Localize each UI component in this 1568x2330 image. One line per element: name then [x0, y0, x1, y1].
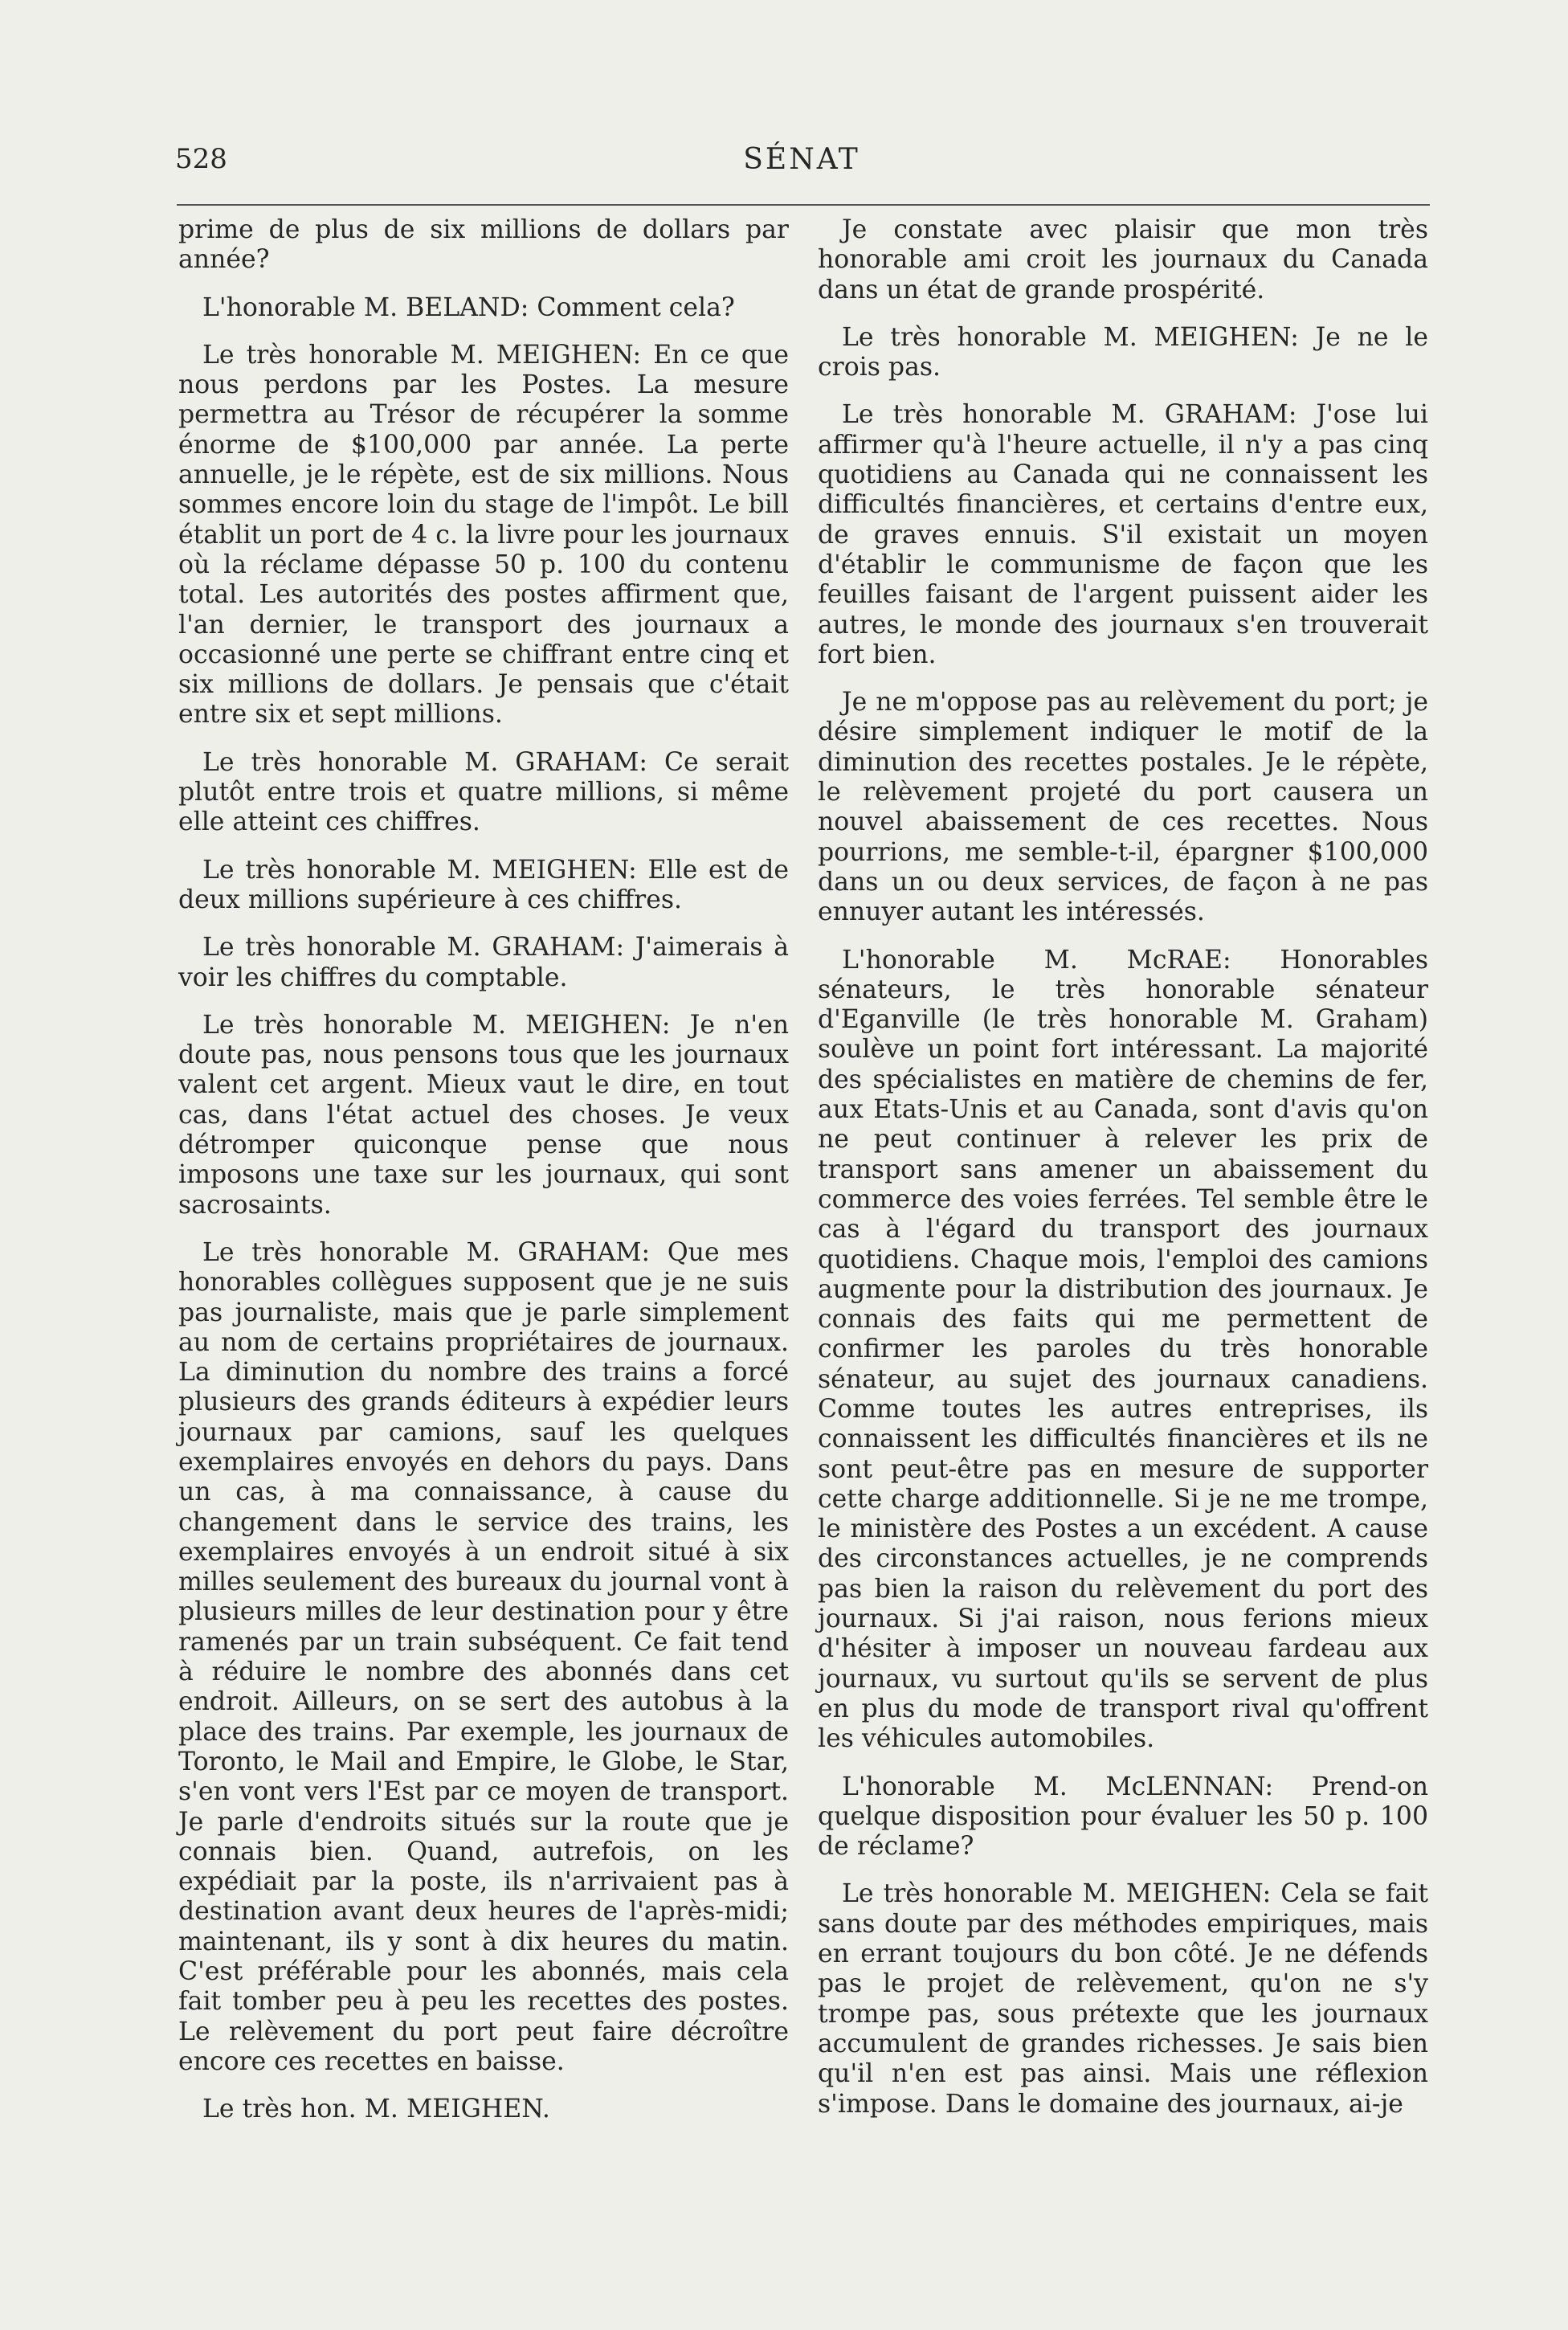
paragraph: L'honorable M. BELAND: Comment cela? — [202, 292, 735, 322]
paragraph: Le très hon. M. MEIGHEN. — [202, 2095, 550, 2124]
paragraph: Le très honorable M. GRAHAM: J'aimerais à voir les chiffres du comptable. — [178, 933, 789, 992]
paragraph: Le très honorable M. GRAHAM: Que mes honorables collègues supposent que je ne suis pas journaliste, mais que je parle simplement au nom de certains propriétaires de journaux. La diminution du nombre des trains a forcé plusieurs des grands éditeurs à expédier leurs journaux par camions, sauf les quelques exemplaires envoyés en dehors du pays. Dans un cas, à ma connaissance, à cause du changement dans le service des trains, les exemplaires envoyés à un endroit situé à six milles seulement des bureaux du journal vont à plusieurs milles de leur destination pour y être ramenés par un train subséquent. Ce fait tend à réduire le nombre des abonnés dans cet endroit. Ailleurs, on se sert des autobus à la place des trains. Par exemple, les journaux de Toronto, le Mail and Empire, le Globe, le Star, s'en vont vers l'Est par ce moyen de transport. Je parle d'endroits situés sur la route que je connais bien. Quand, autrefois, on les expédiait par la poste, ils n'arrivaient pas à destination avant deux heures de l'après-midi; maintenant, ils y sont à dix heures du matin. C'est préférable pour les abonnés, mais cela fait tomber peu à peu les recettes des postes. Le relèvement du port peut faire décroître encore ces recettes en baisse. — [178, 1237, 789, 2076]
paragraph: Le très honorable M. MEIGHEN: Je n'en doute pas, nous pensons tous que les journaux valent cet argent. Mieux vaut le dire, en tout cas, dans l'état actuel des choses. Je veux détromper quiconque pense que nous imposons une taxe sur les journaux, qui sont sacrosaints. — [178, 1010, 789, 1220]
paragraph: Le très honorable M. MEIGHEN: Elle est de deux millions supérieure à ces chiffres. — [178, 855, 789, 914]
right-column — [818, 215, 1428, 2137]
page-header — [175, 143, 1428, 183]
header-rule — [177, 204, 1430, 206]
paragraph: Le très honorable M. GRAHAM: J'ose lui affirmer qu'à l'heure actuelle, il n'y a pas cinq quotidiens au Canada qui ne connaissent les difficultés financières, et certains d'entre eux, de graves ennuis. S'il existait un moyen d'établir le communisme de façon que les feuilles faisant de l'argent puissent aider les autres, le monde des journaux s'en trouverait fort bien. — [818, 400, 1428, 669]
paragraph: prime de plus de six millions de dollars par année? — [178, 215, 789, 275]
paragraph: Le très honorable M. GRAHAM: Ce serait plutôt entre trois et quatre millions, si même elle atteint ces chiffres. — [178, 747, 789, 837]
paragraph: Je ne m'oppose pas au relèvement du port; je désire simplement indiquer le motif de la diminution des recettes postales. Je le répète, le relèvement projeté du port causera un nouvel abaissement de ces recettes. Nous pourrions, me semble-t-il, épargner $100,000 dans un ou deux services, de façon à ne pas ennuyer autant les intéressés. — [818, 688, 1428, 927]
paragraph: Le très honorable M. MEIGHEN: Cela se fait sans doute par des méthodes empiriques, mais en errant toujours du bon côté. Je ne défends pas le projet de relèvement, qu'on ne s'y trompe pas, sous prétexte que les journaux accumulent de grandes richesses. Je sais bien qu'il n'en est pas ainsi. Mais une réflexion s'impose. Dans le domaine des journaux, ai-je — [818, 1879, 1428, 2119]
paragraph: Je constate avec plaisir que mon très honorable ami croit les journaux du Canada dans un état de grande prospérité. — [818, 215, 1428, 305]
paragraph: L'honorable M. McLENNAN: Prend-on quelque disposition pour évaluer les 50 p. 100 de réclame? — [818, 1772, 1428, 1862]
page-number: 528 — [175, 143, 227, 175]
page-title: SÉNAT — [743, 143, 860, 176]
paragraph: Le très honorable M. MEIGHEN: Je ne le crois pas. — [818, 322, 1428, 382]
paragraph: Le très honorable M. MEIGHEN: En ce que nous perdons par les Postes. La mesure permettra au Trésor de récupérer la somme énorme de $100,000 par année. La perte annuelle, je le répète, est de six millions. Nous sommes encore loin du stage de l'impôt. Le bill établit un port de 4 c. la livre pour les journaux où la réclame dépasse 50 p. 100 du contenu total. Les autorités des postes affirment que, l'an dernier, le transport des journaux a occasionné une perte se chiffrant entre cinq et six millions de dollars. Je pensais que c'était entre six et sept millions. — [178, 340, 789, 730]
paragraph: L'honorable M. McRAE: Honorables sénateurs, le très honorable sénateur d'Eganville (le très honorable M. Graham) soulève un point fort intéressant. La majorité des spécialistes en matière de chemins de fer, aux Etats-Unis et au Canada, sont d'avis qu'on ne peut continuer à relever les prix de transport sans amener un abaissement du commerce des voies ferrées. Tel semble être le cas à l'égard du transport des journaux quotidiens. Chaque mois, l'emploi des camions augmente pour la distribution des journaux. Je connais des faits qui me permettent de confirmer les paroles du très honorable sénateur, au sujet des journaux canadiens. Comme toutes les autres entreprises, ils connaissent les difficultés financières et ils ne sont peut-être pas en mesure de supporter cette charge additionnelle. Si je ne me trompe, le ministère des Postes a un excédent. A cause des circonstances actuelles, je ne comprends pas bien la raison du relèvement du port des journaux. Si j'ai raison, nous ferions mieux d'hésiter à imposer un nouveau fardeau aux journaux, vu surtout qu'ils se servent de plus en plus du mode de transport rival qu'offrent les véhicules automobiles. — [818, 945, 1428, 1754]
left-column — [178, 215, 789, 2143]
